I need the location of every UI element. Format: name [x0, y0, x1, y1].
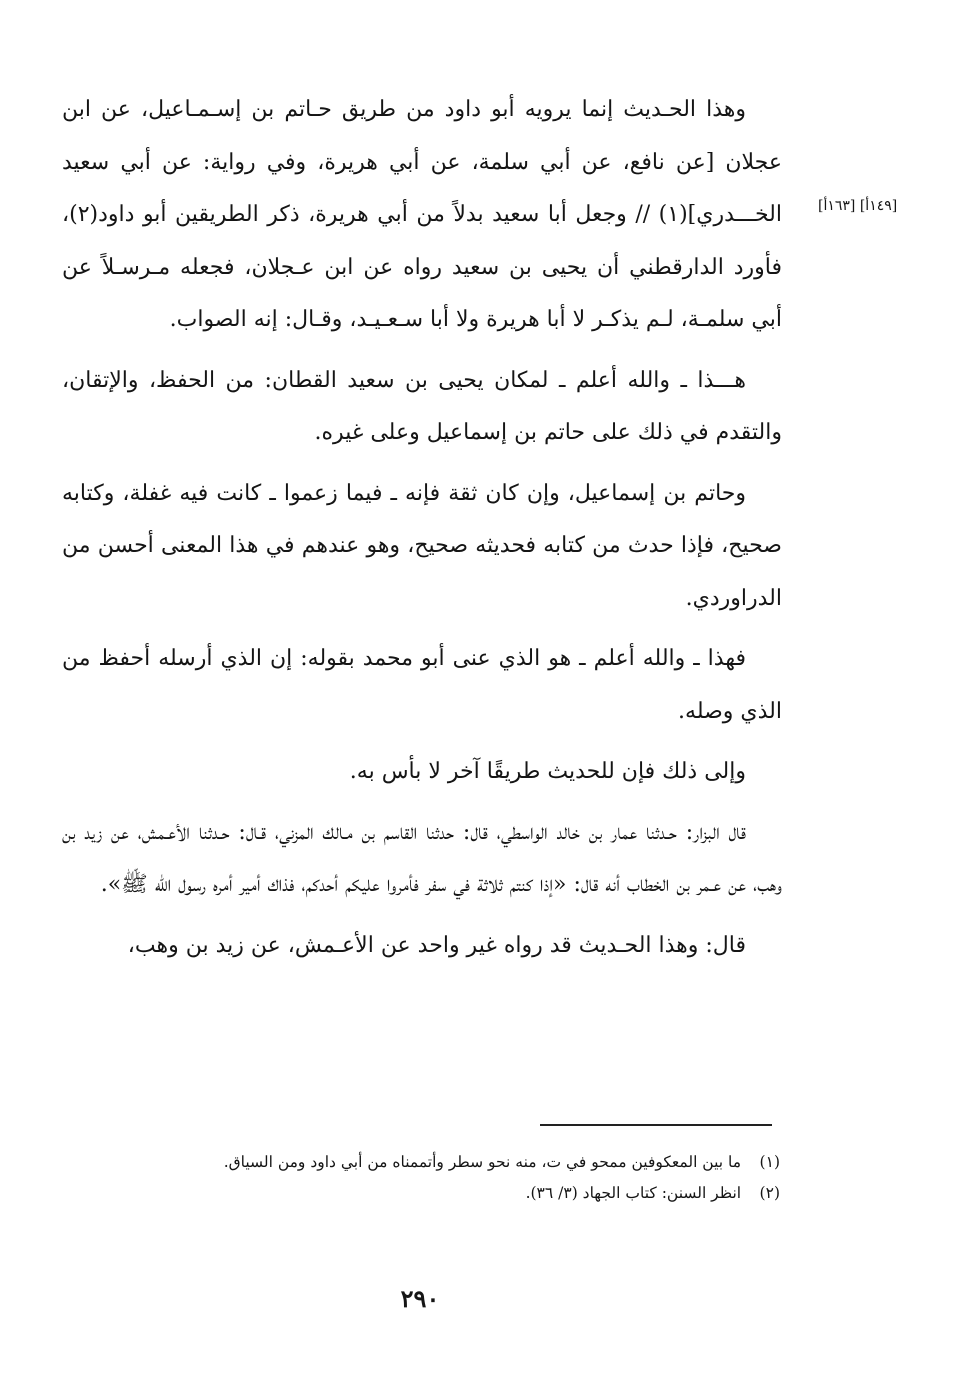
footnotes	[223, 1147, 780, 1209]
footnote-separator	[540, 1124, 772, 1126]
page-number: ٢٩٠	[400, 1284, 440, 1313]
paragraph-3: وحاتم بن إسماعيل، وإن كان ثقة فإنه ـ فيما زعموا ـ كانت فيه غفلة، وكتابه صحيح، فإذا حدث من كتابه فحديثه صحيح، وهو عندهم في هذا المعنى أحسن من الدراوردي.	[62, 480, 782, 611]
footnote-number: (١)	[759, 1153, 780, 1171]
footnote-text: انظر السنن: كتاب الجهاد (٣/ ٣٦).	[525, 1184, 742, 1202]
paragraph-5: وإلى ذلك فإن للحديث طريقًا آخر لا بأس به.	[349, 759, 746, 784]
footnote-text: ما بين المعكوفين ممحو في ت، منه نحو سطر وأتممناه من أبي داود ومن السياق.	[223, 1153, 742, 1171]
paragraph-7: قال: وهذا الحـديث قد رواه غير واحد عن الأعـمش، عن زيد بن وهب،	[127, 932, 746, 958]
margin-manuscript-reference: [١٤٩أ] [١٦٣أ]	[818, 198, 898, 214]
paragraph-6: قال البزار: حـدثنا عمار بن خالد الواسطي، قال: حدثنا القاسم بن مـالك المزني، قـال: حـدثنا الأعـمش، عن زيد بن وهب، عن عـمر بن الخطاب أنه قال: «إذا كنتم ثلاثة في سفر فأمروا عليكم أحدكم، فذاك أمير أمره رسول الله ﷺ».	[62, 819, 782, 897]
footnote-2	[240, 1178, 780, 1209]
footnote-1	[223, 1147, 780, 1178]
paragraph-1: وهذا الحـديث إنما يرويه أبو داود من طريق حـاتم بن إسـمـاعيل، عن ابن عجلان [عن نافع، عن أبي سلمة، عن أبي هريرة، وفي رواية: عن أبي سعيد الخـــدري](١) // وجعل أبا سعيد بدلاً من أبي هريرة، ذكر الطريقين أبو داود(٢)، فأورد الدارقطني أن يحيى بن سعيد رواه عن ابن عـجلان، فجعله مـرسـلاً عن أبي سلمـة، لـم يذكـر لا أبا هريرة ولا أبا سـعـيـد، وقـال: إنه الصواب.	[62, 97, 782, 332]
paragraph-2: هـــذا ـ والله أعلم ـ لمكان يحيى بن سعيد القطان: من الحفظ، والإتقان، والتقدم في ذلك على حاتم بن إسماعيل وعلى غيره.	[62, 367, 782, 445]
footnote-number: (٢)	[759, 1184, 780, 1202]
paragraph-4: فهذا ـ والله أعلم ـ هو الذي عنى أبو محمد بقوله: إن الذي أرسله أحفظ من الذي وصله.	[62, 646, 782, 724]
main-text	[62, 84, 782, 980]
